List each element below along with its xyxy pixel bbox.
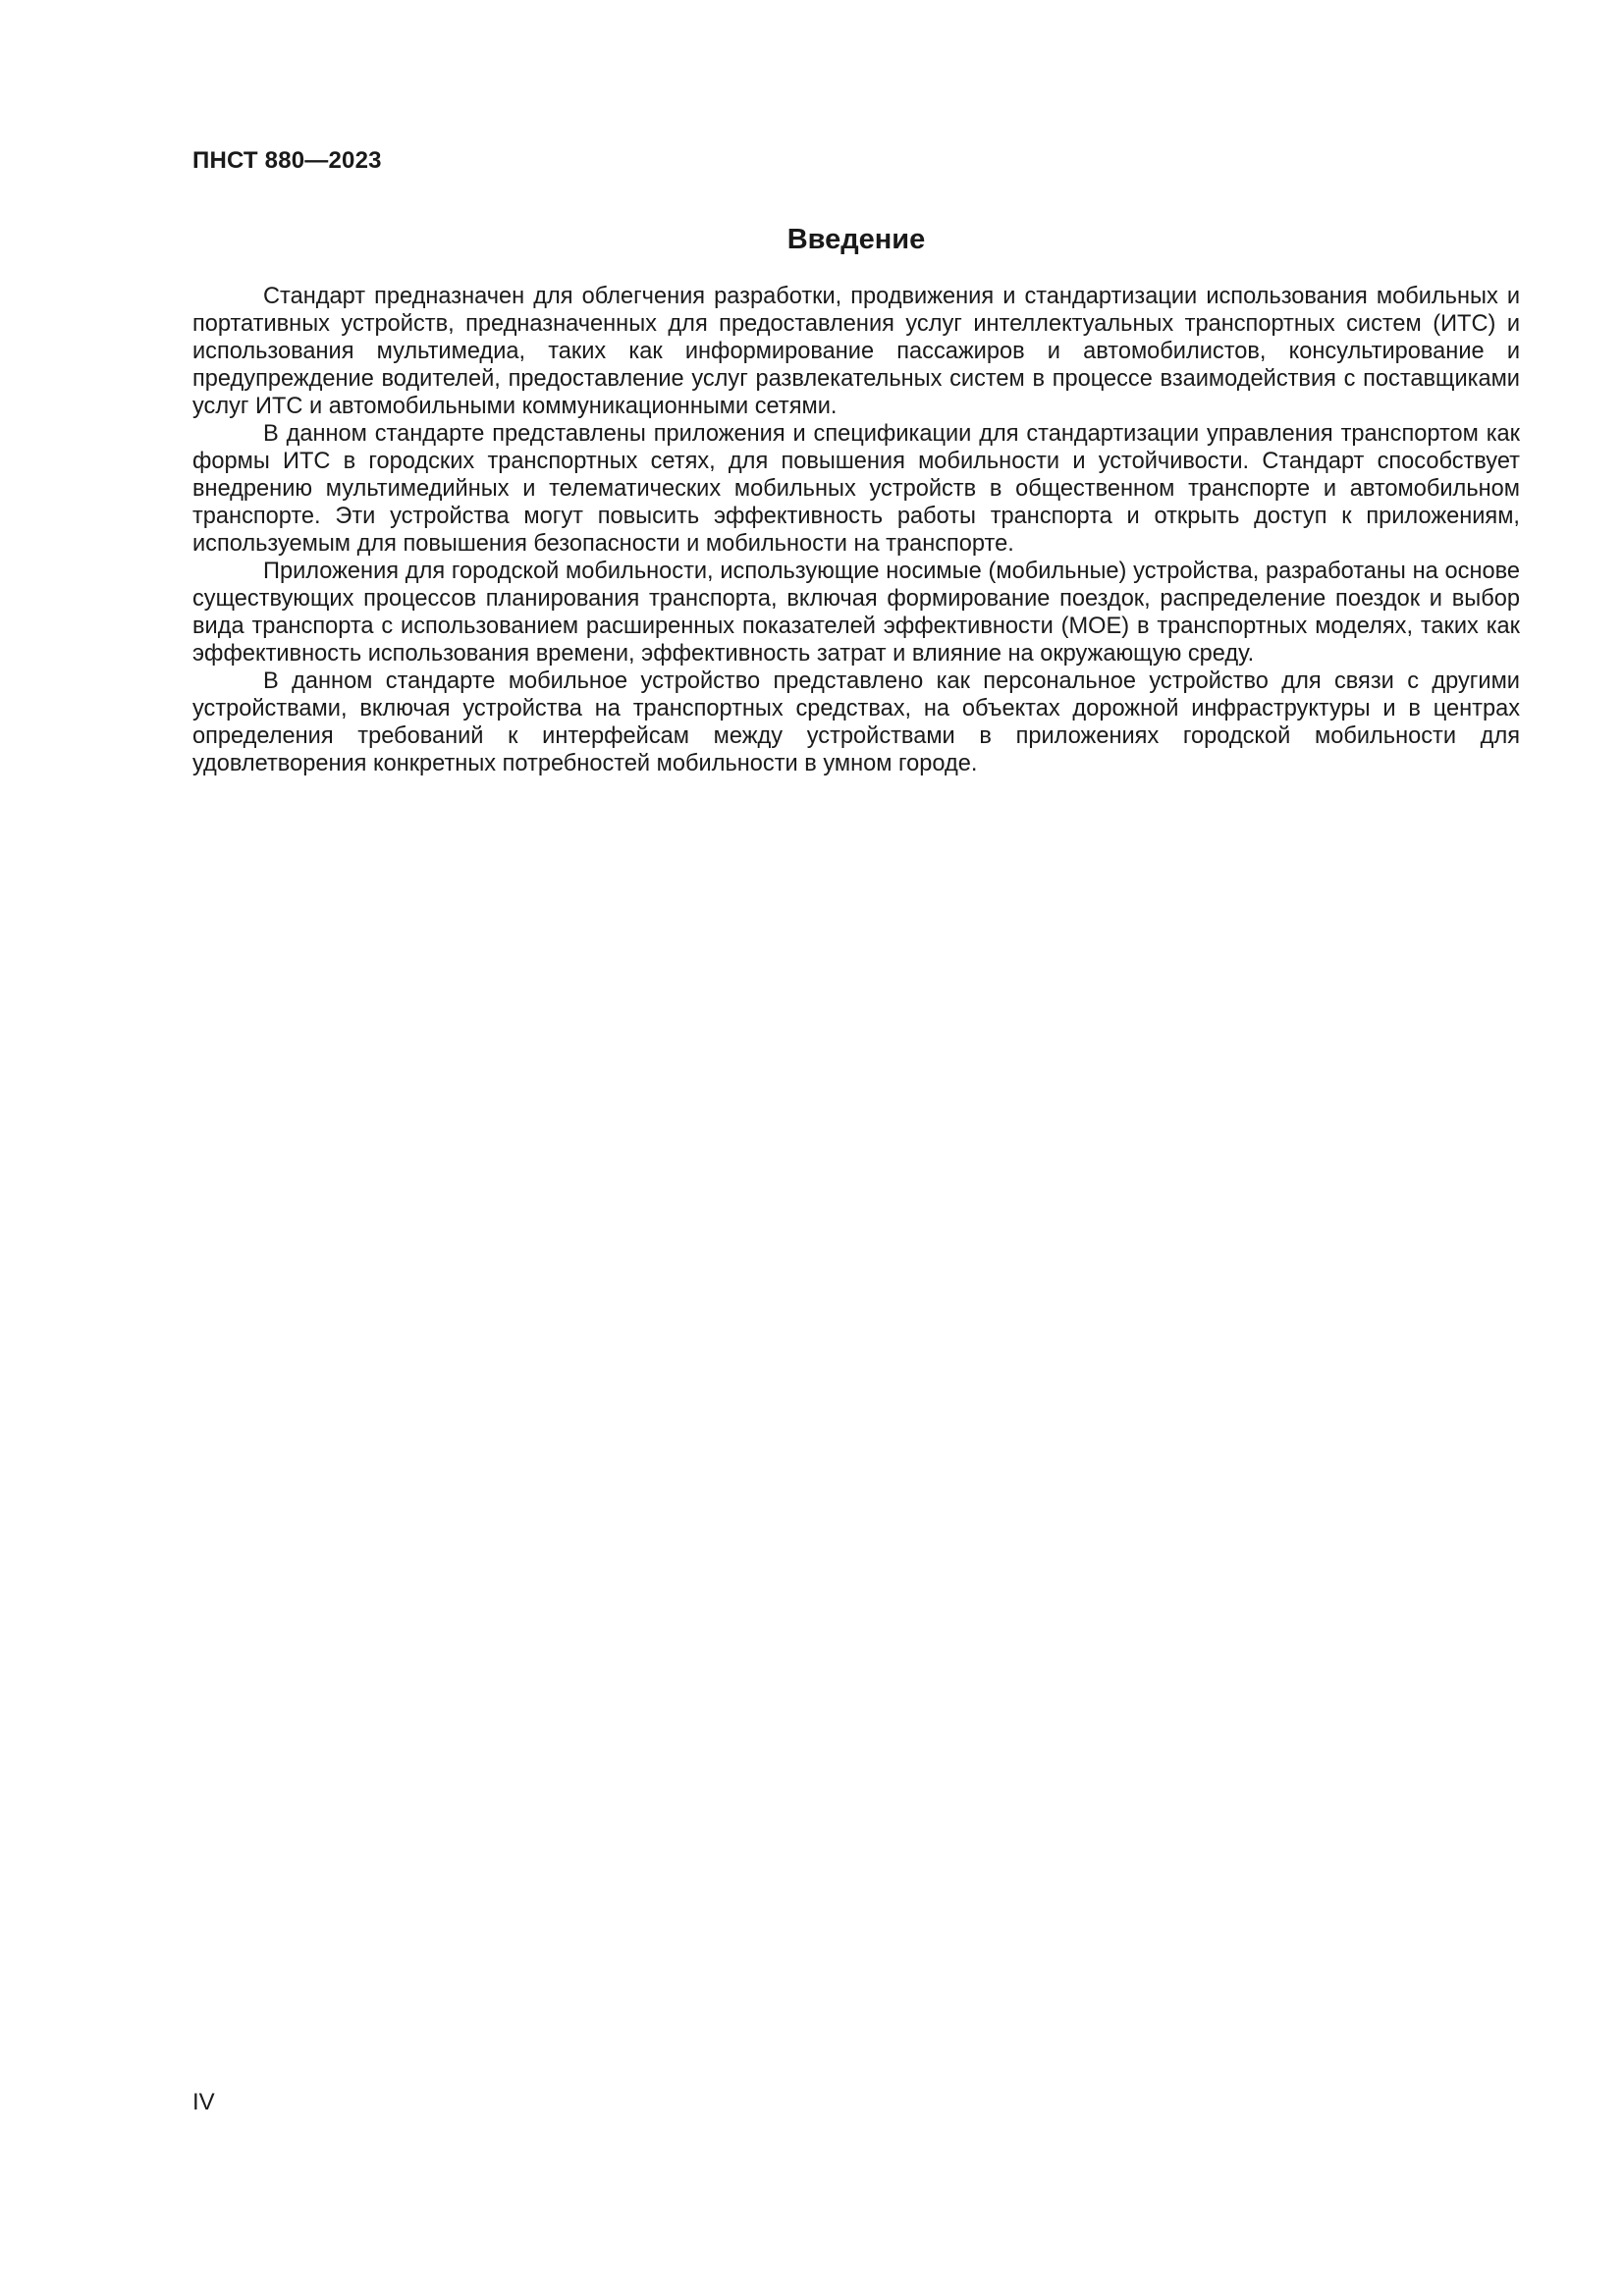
paragraph: Стандарт предназначен для облегчения разработки, продвижения и стандартизации использования мобильных и портативных устройств, предназначенных для предоставления услуг интеллектуальных транспортных систем (ИТС) и использования мультимедиа, таких как информирование пассажиров и автомобилистов, консультирование и предупреждение водителей, предоставление услуг развлекательных систем в процессе взаимодействия с поставщиками услуг ИТС и автомобильными коммуникационными сетями. [192,284,1520,419]
paragraph: В данном стандарте представлены приложения и спецификации для стандартизации управления транспортом как формы ИТС в городских транспортных сетях, для повышения мобильности и устойчивости. Стандарт способствует внедрению мультимедийных и телематических мобильных устройств в общественном транспорте и автомобильном транспорте. Эти устройства могут повысить эффективность работы транспорта и открыть доступ к приложениям, используемым для повышения безопасности и мобильности на транспорте. [192,421,1520,557]
page-number: IV [192,2089,215,2115]
paragraph: Приложения для городской мобильности, использующие носимые (мобильные) устройства, разработаны на основе существующих процессов планирования транспорта, включая формирование поездок, распределение поездок и выбор вида транспорта с использованием расширенных показателей эффективности (МОЕ) в транспортных моделях, таких как эффективность использования времени, эффективность затрат и влияние на окружающую среду. [192,559,1520,667]
paragraph: В данном стандарте мобильное устройство представлено как персональное устройство для связи с другими устройствами, включая устройства на транспортных средствах, на объектах дорожной инфраструктуры и в центрах определения требований к интерфейсам между устройствами в приложениях городской мобильности для удовлетворения конкретных потребностей мобильности в умном городе. [192,668,1520,776]
document-code: ПНСТ 880—2023 [192,147,382,174]
body-text [192,283,1520,777]
section-title: Введение [786,224,926,255]
